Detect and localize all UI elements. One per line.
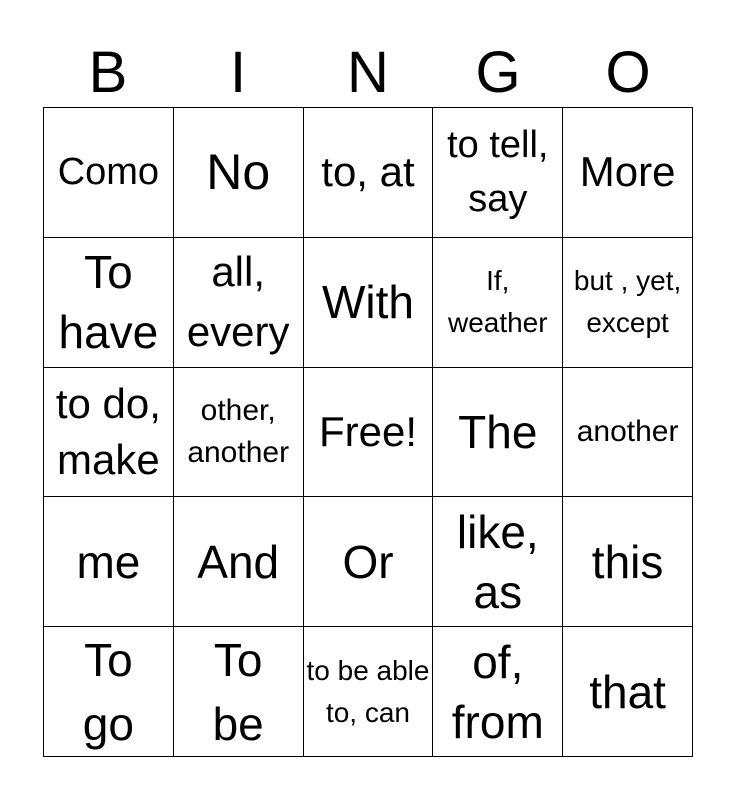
bingo-cell[interactable] [44,627,174,757]
bingo-board [43,107,693,757]
cell-text: With [321,276,414,329]
bingo-cell[interactable] [304,627,434,757]
cell-text: other, another [187,393,290,469]
header-letter-b: B [88,40,128,105]
cell-text: To go [82,633,134,750]
bingo-cell[interactable] [44,497,174,627]
bingo-cell[interactable] [174,238,304,368]
cell-text: like, as [456,505,539,618]
cell-text: To have [58,246,159,359]
bingo-cell[interactable] [44,238,174,368]
bingo-cell[interactable] [44,108,174,238]
cell-text: If, weather [447,265,548,339]
bingo-cell[interactable] [433,238,563,368]
cell-text: More [579,148,676,196]
cell-text: another [576,414,679,448]
cell-text: to, at [321,148,415,196]
bingo-cell[interactable] [563,497,693,627]
bingo-cell[interactable] [304,238,434,368]
cell-text: Or [342,535,394,588]
cell-text: No [206,144,271,201]
bingo-cell[interactable] [433,497,563,627]
cell-text: but , yet, except [573,265,682,339]
cell-text: To be [212,633,264,750]
header-letter-o: O [605,40,651,105]
cell-text: that [589,665,666,718]
bingo-cell[interactable] [304,108,434,238]
cell-text: to be able to, can [306,654,430,728]
bingo-cell[interactable] [563,238,693,368]
cell-text: of, from [451,635,544,748]
cell-text: this [591,535,664,588]
bingo-cell[interactable] [174,368,304,498]
bingo-cell[interactable] [433,108,563,238]
bingo-cell[interactable] [44,368,174,498]
bingo-cell[interactable] [563,368,693,498]
bingo-cell[interactable] [174,627,304,757]
bingo-cell[interactable] [174,497,304,627]
bingo-cell[interactable] [433,627,563,757]
bingo-cell[interactable] [563,627,693,757]
header-letter-n: N [347,40,389,105]
cell-text: Como [57,151,160,194]
bingo-header [43,40,693,106]
cell-text: me [76,535,141,588]
bingo-cell[interactable] [433,368,563,498]
bingo-cell[interactable] [304,497,434,627]
cell-text: all, every [186,248,290,356]
bingo-cell[interactable] [563,108,693,238]
cell-text: to do, make [55,379,161,483]
cell-text: Free! [318,407,417,455]
header-letter-g: G [475,40,521,105]
header-letter-i: I [229,40,247,105]
bingo-cell[interactable] [304,368,434,498]
bingo-cell[interactable] [174,108,304,238]
cell-text: The [458,405,538,458]
cell-text: to tell, say [447,124,549,221]
cell-text: And [197,535,280,588]
